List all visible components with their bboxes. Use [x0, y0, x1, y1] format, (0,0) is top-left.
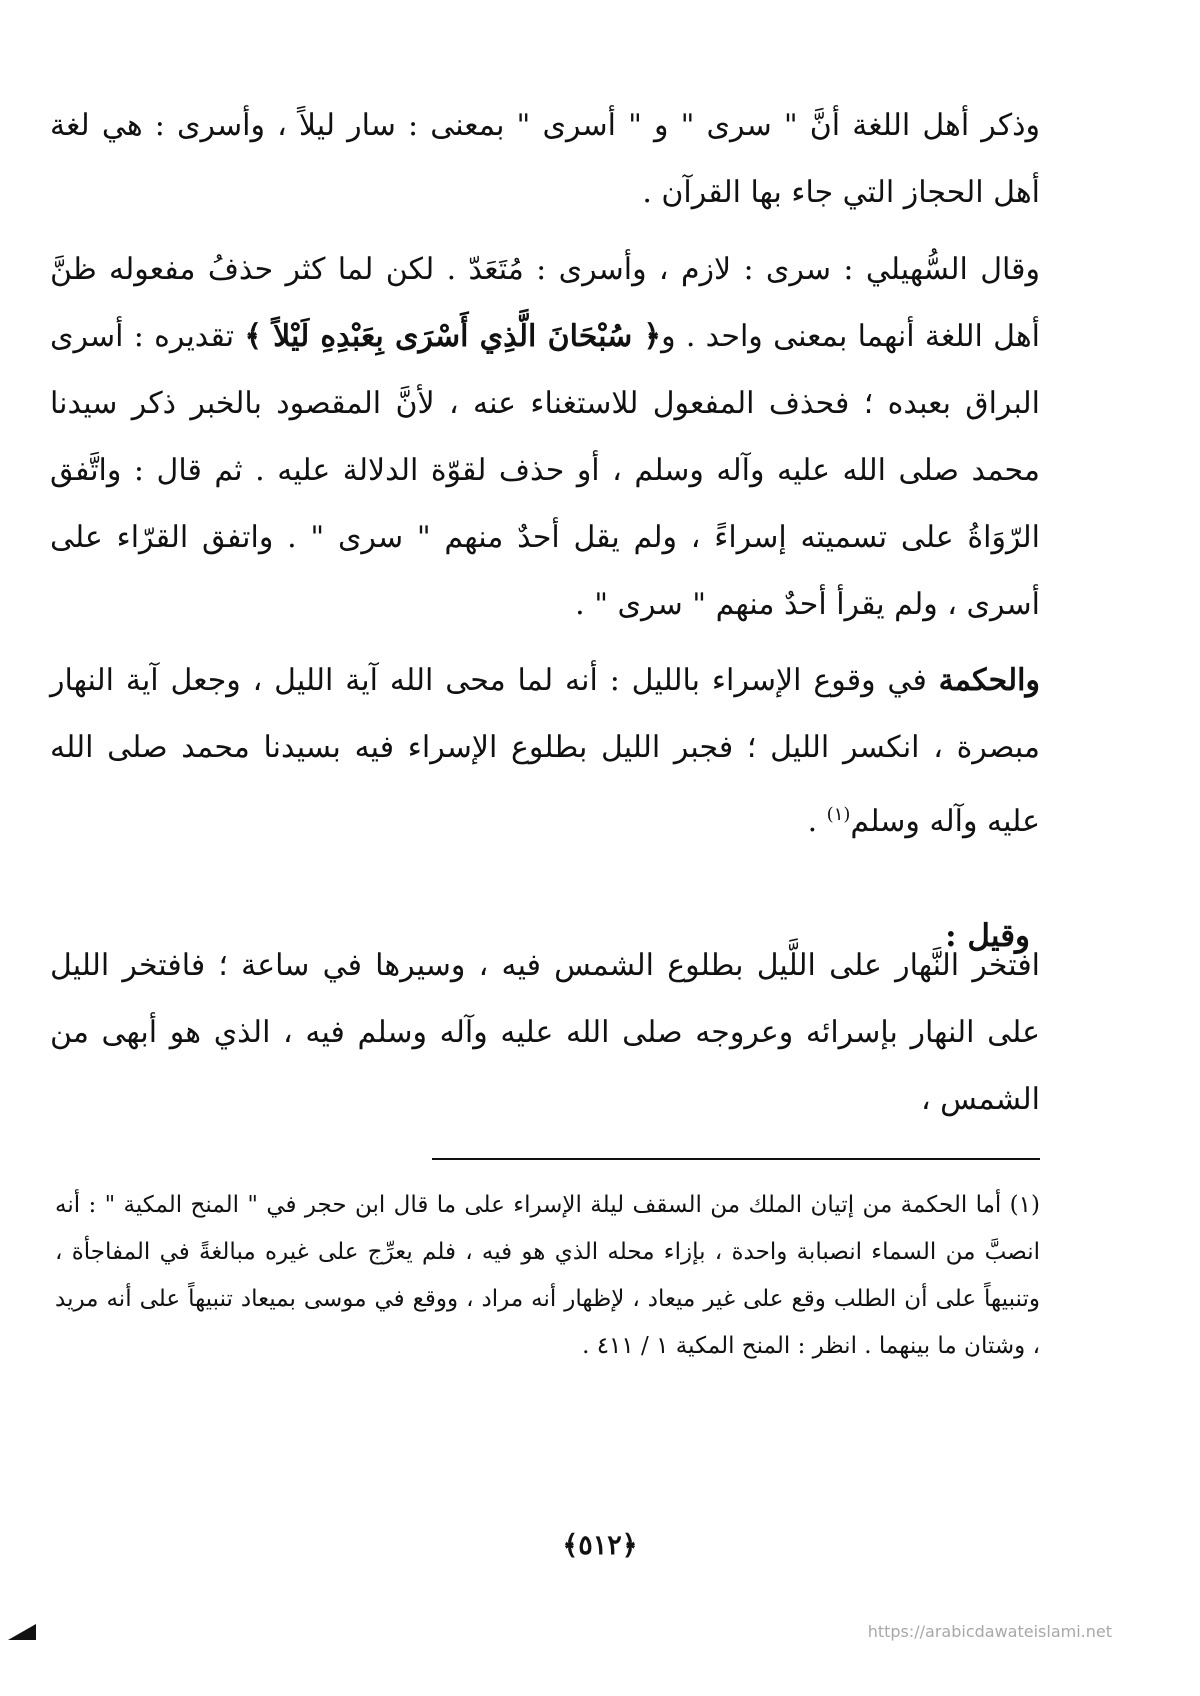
paragraph-text: في وقوع الإسراء بالليل : أنه لما محى الله آية الليل ، وجعل آية النهار مبصرة ، انكسر الليل ؛ فجبر الليل بطلوع الإسراء فيه بسيدنا محمد صلى الله عليه وآله وسلم — [50, 663, 1040, 839]
footnote-text: (١) أما الحكمة من إتيان الملك من السقف ليلة الإسراء على ما قال ابن حجر في " المنح المكية " : أنه انصبَّ من السماء انصبابة واحدة ، بإزاء محله الذي هو فيه ، فلم يعرِّج على غيره مبالغةً في المفاجأة ، وتنبيهاً على أن الطلب وقع على غير ميعاد ، لإظهار أنه مراد ، ووقع في موسى بميعاد تنبيهاً على أنه مريد ، وشتان ما بينهما . انظر : المنح المكية ١ / ٤١١ . — [55, 1192, 1040, 1359]
paragraph-arabic-definition: وذكر أهل اللغة أنَّ " سرى " و " أسرى " بمعنى : سار ليلاً ، وأسرى : هي لغة أهل الحجاز التي جاء بها القرآن . — [50, 108, 1040, 210]
footnote-reference[interactable]: (١) — [826, 804, 851, 825]
page-number: ﴿٥١٢﴾ — [562, 1530, 638, 1561]
paragraph-text: تقديره : أسرى البراق بعبده ؛ فحذف المفعول للاستغناء عنه ، لأنَّ المقصود بالخبر ذكر سيدنا محمد صلى الله عليه وآله وسلم ، أو حذف لقوّة الدلالة عليه . ثم قال : واتَّفق الرّوَاةُ على تسميته إسراءً ، ولم يقل أحدٌ منهم " سرى " . واتفق القرّاء على أسرى ، ولم يقرأ أحدٌ منهم " سرى " . — [50, 319, 1040, 622]
source-watermark-url: https://arabicdawateislami.net — [867, 1622, 1112, 1641]
quran-verse: ﴿ سُبْحَانَ الَّذِي أَسْرَى بِعَبْدِهِ لَيْلاً ﴾ — [244, 319, 662, 354]
paragraph-boast: افتخر النَّهار على اللَّيل بطلوع الشمس فيه ، وسيرها في ساعة ؛ فافتخر الليل على النهار بإسرائه وعروجه صلى الله عليه وآله وسلم فيه ، الذي هو أبهى من الشمس ، — [50, 948, 1040, 1117]
paragraph-wisdom — [50, 647, 1040, 855]
paragraph-suhayli-quote — [50, 236, 1040, 638]
paragraph-text: وقال السُّهيلي : سرى : لازم ، وأسرى : مُتَعَدّ . لكن لما كثر حذفُ مفعوله ظنَّ أهل اللغة أنهما بمعنى واحد . و — [50, 252, 1040, 354]
section-heading: وقيل : — [945, 918, 1030, 954]
corner-triangle-icon — [8, 1624, 36, 1640]
paragraph-lead-word: والحكمة — [938, 663, 1040, 698]
paragraph-text: . — [807, 804, 827, 839]
footnote-divider — [432, 1158, 1040, 1160]
